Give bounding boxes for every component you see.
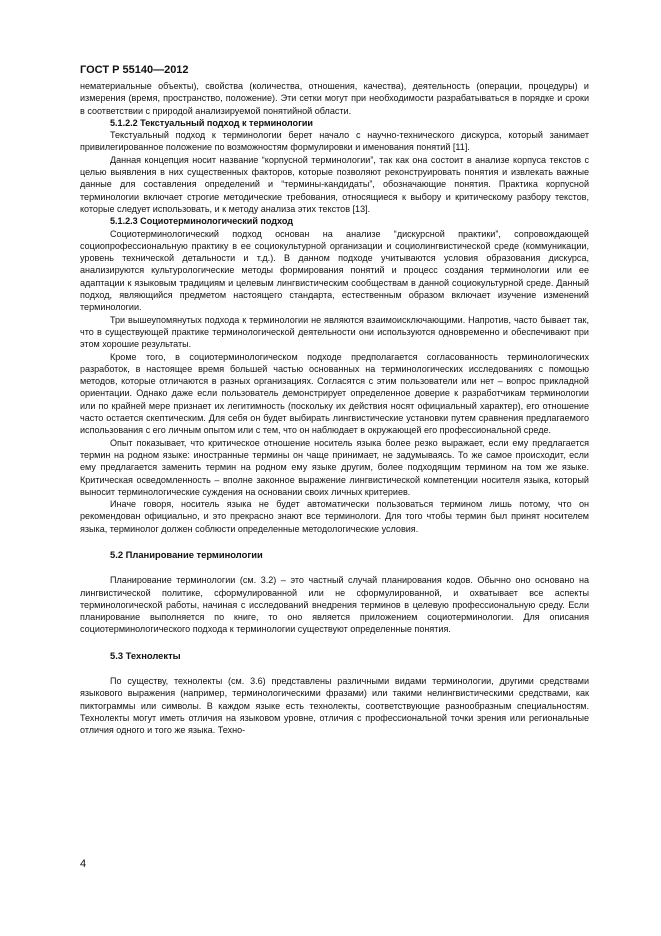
document-body: [80, 80, 589, 737]
paragraph: Кроме того, в социотерминологическом подходе предполагается согласованность терминологических разработок, в настоящее время большей частью основанных на терминологических исследованиях с помощью методов, которые отличаются в разных организациях. Согласятся с этим пользователи или нет – вопрос прикладной ориентации. Однако даже если пользователь демонстрирует определенное доверие к разработчикам терминологии или по крайней мере признает их легитимность (поскольку их действия носят официальный характер), его отношение часто остается скептическим. Для себя он будет выбирать лингвистические установки путем сравнения предлагаемого использования с его личным опытом или с тем, что он наблюдает в окружающей его профессиональной среде.: [80, 351, 589, 436]
paragraph: Текстуальный подход к терминологии берет начало с научно-технического дискурса, который занимает привилегированное положение по возможностям формулировки и именования понятий [11].: [80, 130, 589, 153]
paragraph: Данная концепция носит название “корпусной терминологии”, так как она состоит в анализе корпуса текстов с целью выявления в них существенных факторов, которые позволяют реконструировать понятия и извлекать важные данные для составления определений и “термины-кандидаты”, обозначающие понятия. Практика корпусной терминологии включает строгие методические требования, относящиеся к выбору и критическому разбору текстов, которые следует использовать, и к методу анализа этих текстов [13].: [80, 154, 589, 214]
paragraph: По существу, технолекты (см. 3.6) представлены различными видами терминологии, другими средствами языкового выражения (например, терминологическими фразами) или такими нелингвистическими средствами, как пиктограммы или символы. В каждом языке есть технолекты, соответствующие разнообразным специальностям. Технолекты могут иметь отличия на языковом уровне, отличия с профессиональной точки зрения или региональные отличия одного и того же языка. Техно-: [80, 676, 589, 736]
paragraph: Три вышеупомянутых подхода к терминологии не являются взаимоисключающими. Напротив, часто бывает так, что в существующей практике терминологической деятельности они используются одновременно и обеспечивают при этом хорошие результаты.: [80, 314, 589, 350]
subsection-heading: 5.1.2.3 Социотерминологический подход: [110, 216, 293, 227]
paragraph: Планирование терминологии (см. 3.2) – это частный случай планирования кодов. Обычно оно основано на лингвистической политике, сформулированной или не сформулированной, и охватывает все аспекты терминологической работы, начиная с исследований внедрения терминов в целевую профессиональную среду. Если планирование выполняется по книге, то оно является приложением социотерминологии. Для описания социотерминологического подхода к терминологии существуют определенные понятия.: [80, 575, 589, 635]
section-heading: 5.3 Технолекты: [110, 649, 181, 661]
page-number: 4: [80, 858, 87, 870]
paragraph: Опыт показывает, что критическое отношение носитель языка более резко выражает, если ему предлагается термин на родном языке: иностранные термины он чаще принимает, не задумываясь. То же самое происходит, если ему предлагается заменить термин на родном ему языке другим, более подходящим термином на том же языке. Критическая осведомленность – вполне законное выражение лингвистической компетенции носителя языка, который выносит терминологические суждения на основании своих личных критериев.: [80, 437, 589, 497]
paragraph: Социотерминологический подход основан на анализе “дискурсной практики”, сопровождающей социопрофессиональную практику в ее социокультурной организации и социолингвистической среде (коммуникации, уровень технической детальности и т.д.). В данном подходе учитываются условия образования дискурса, анализируются культурологические методы формирования понятий и процесс создания терминологии или ее адаптации к языковым традициям и целевым лингвистическим сообществам в данной социокультурной среде. Данный подход, являющийся предметом настоящего стандарта, естественным образом включает изучение изменений терминологии.: [80, 228, 589, 313]
subsection-heading: 5.1.2.2 Текстуальный подход к терминологии: [110, 117, 313, 128]
paragraph: Иначе говоря, носитель языка не будет автоматически пользоваться термином лишь потому, что он рекомендован официально, и это прекрасно знают все терминологи. Для того чтобы термин был принят носителем языка, терминолог должен соблюсти определенные методологические условия.: [80, 499, 589, 534]
paragraph: нематериальные объекты), свойства (количества, отношения, качества), деятельность (операции, процедуры) и измерения (время, пространство, положение). Эти сетки могут при необходимости разрабатываться в порядке и сроки в соответствии с природой анализируемой понятийной области.: [80, 81, 589, 116]
section-heading: 5.2 Планирование терминологии: [110, 548, 263, 560]
document-code: ГОСТ Р 55140—2012: [80, 64, 189, 76]
